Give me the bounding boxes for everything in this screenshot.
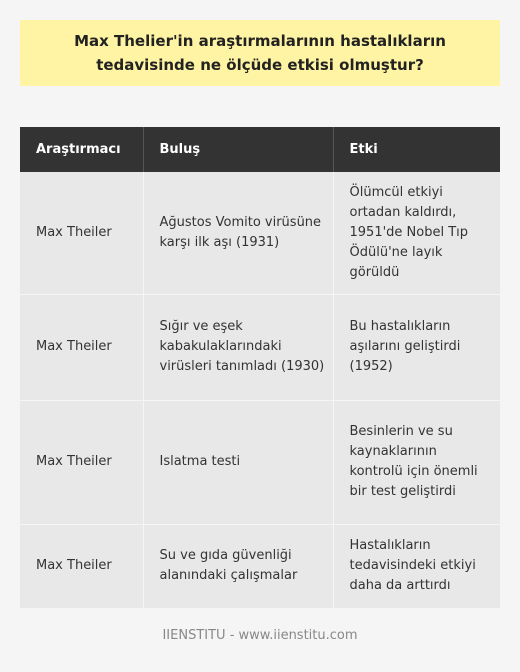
cell-discovery: Islatma testi [143,400,333,524]
cell-effect: Besinlerin ve su kaynaklarının kontrolü için önemli bir test geliştirdi [333,400,500,524]
table-row [20,524,500,608]
cell-researcher: Max Theiler [20,524,143,608]
cell-researcher: Max Theiler [20,400,143,524]
table-row [20,294,500,400]
table-row [20,400,500,524]
footer-credit: IIENSTITU - www.iienstitu.com [162,628,358,643]
column-header-effect: Etki [333,127,500,172]
cell-discovery: Ağustos Vomito virüsüne karşı ilk aşı (1931) [143,172,333,294]
cell-researcher: Max Theiler [20,294,143,400]
title-box [20,20,500,86]
table-header-row [20,127,500,172]
cell-discovery: Su ve gıda güvenliği alanındaki çalışmalar [143,524,333,608]
column-header-researcher: Araştırmacı [20,127,143,172]
column-header-discovery: Buluş [143,127,333,172]
cell-researcher: Max Theiler [20,172,143,294]
page-title: Max Thelier'in araştırmalarının hastalıkların tedavisinde ne ölçüde etkisi olmuştur? [74,32,446,74]
cell-effect: Bu hastalıkların aşılarını geliştirdi (1952) [333,294,500,400]
data-table [20,127,500,609]
cell-effect: Ölümcül etkiyi ortadan kaldırdı, 1951'de Nobel Tıp Ödülü'ne layık görüldü [333,172,500,294]
table-row [20,172,500,294]
cell-discovery: Sığır ve eşek kabakulaklarındaki virüsleri tanımladı (1930) [143,294,333,400]
cell-effect: Hastalıkların tedavisindeki etkiyi daha da arttırdı [333,524,500,608]
